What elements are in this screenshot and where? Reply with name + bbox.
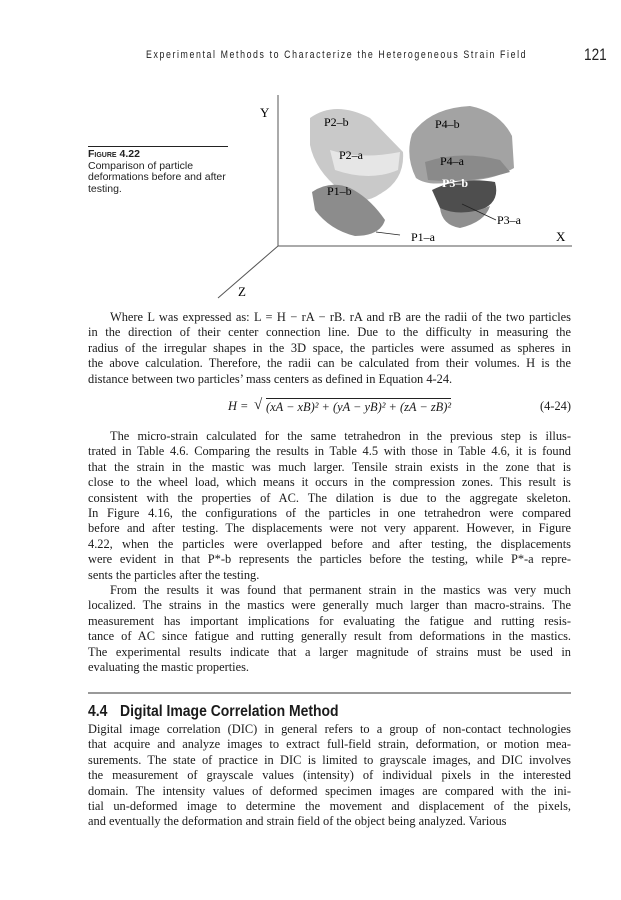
text-line: From the results it was found that permanent strain in the mastics was very much: [110, 583, 571, 597]
text-line: tial un-deformed image to determine the movement and displacement of the pixels,: [88, 798, 571, 813]
text-line: localized. The strains in the mastics were generally much larger than macro-strains. The: [88, 598, 571, 613]
sqrt-symbol: √: [254, 397, 263, 413]
label-p1b: P1–b: [327, 184, 352, 198]
paragraph-4: [88, 722, 571, 830]
axes: [218, 95, 572, 298]
paragraph-1: [88, 310, 571, 387]
particle-p4: [409, 106, 514, 184]
text-line: that the strain in the mastic was much larger. Tensile strain exists in the zone that is: [88, 459, 571, 474]
section-heading: [88, 703, 339, 721]
text-line: were evident in that P*-b represents the particles before the testing, while P*-a repre-: [88, 552, 571, 567]
text-line: sents the particles after the testing.: [88, 567, 260, 582]
text-line: the measurement of grayscale values (intensity) of individual pixels in the interested: [88, 768, 571, 783]
label-p2a: P2–a: [339, 148, 363, 162]
equation-radicand: (xA − xB)² + (yA − yB)² + (zA − zB)²: [266, 400, 452, 414]
figure-particles: [200, 90, 590, 305]
text-line: 4.22, when the particles were overlapped before and after testing, the displacements: [88, 536, 571, 551]
label-p4a: P4–a: [440, 154, 464, 168]
text-line: surements. The state of practice in DIC is limited to grayscale images, and DIC involves: [88, 752, 571, 767]
label-p3b: P3–b: [442, 176, 469, 190]
text-line: that acquire and analyze images to extract full-field strain, deformation, or motion mea-: [88, 737, 571, 752]
label-p2b: P2–b: [324, 115, 349, 129]
section-number: 4.4: [88, 703, 108, 720]
text-line: The micro-strain calculated for the same tetrahedron in the previous step is illus-: [110, 429, 571, 443]
axis-z-label: Z: [238, 284, 246, 299]
label-p4b: P4–b: [435, 117, 460, 131]
text-line: Digital image correlation (DIC) in general refers to a group of non-contact technologies: [88, 722, 571, 736]
text-line: domain. The intensity values of deformed specimen images are compared with the ini-: [88, 783, 571, 798]
text-line: in the direction of their center connection line. Due to the difficulty in measuring the: [88, 325, 571, 340]
text-line: consistent with the properties of AC. The dilation is due to the aggregate skeleton.: [88, 490, 571, 505]
text-line: measurement has important implications for evaluating the fatigue and rutting resis-: [88, 613, 571, 628]
label-p1a: P1–a: [411, 230, 435, 244]
text-line: trated in Table 4.6. Comparing the results in Table 4.5 with those in Table 4.6, it is found: [88, 444, 571, 459]
running-head: Experimental Methods to Characterize the Heterogeneous Strain Field: [146, 49, 528, 61]
equation-number: (4-24): [540, 399, 571, 413]
paragraph-2: [88, 429, 571, 583]
label-p3a: P3–a: [497, 213, 521, 227]
figure-label: Figure 4.22: [88, 148, 140, 160]
section-divider: [88, 692, 571, 694]
equation-lhs: H =: [228, 399, 249, 413]
text-line: distance between two particles’ mass centers as defined in Equation 4-24.: [88, 371, 453, 386]
text-line: The experimental results indicate that a larger magnitude of strains must be used in: [88, 644, 571, 659]
text-line: In Figure 4.16, the configurations of the particles in one tetrahedron were compared: [88, 505, 571, 520]
page-number: 121: [584, 45, 607, 64]
text-line: tance of AC since fatigue and rutting generally result from deformations in the mastics.: [88, 629, 571, 644]
axis-x-label: X: [556, 229, 566, 244]
text-line: before and after testing. The displacements were not very apparent. However, in Figure: [88, 521, 571, 536]
section-title: Digital Image Correlation Method: [120, 703, 339, 720]
paragraph-3: [88, 583, 571, 675]
text-line: Where L was expressed as: L = H − rA − rB. rA and rB are the radii of the two particles: [110, 310, 571, 324]
text-line: evaluating the mastic properties.: [88, 659, 250, 674]
text-line: radius of the irregular shapes in the 3D space, the particles were assumed as spheres in: [88, 340, 571, 355]
text-line: the above calculation. Therefore, the radii can be calculated from their volumes. H is the: [88, 356, 571, 371]
figure-caption-text: Comparison of particle deformations before and after testing.: [88, 159, 226, 195]
text-line: close to the wheel load, which means it occurs in the compression zones. This result is: [88, 475, 571, 490]
axis-y-label: Y: [260, 105, 270, 120]
text-line: and eventually the deformation and strain field of the object being analyzed. Various: [88, 814, 507, 829]
